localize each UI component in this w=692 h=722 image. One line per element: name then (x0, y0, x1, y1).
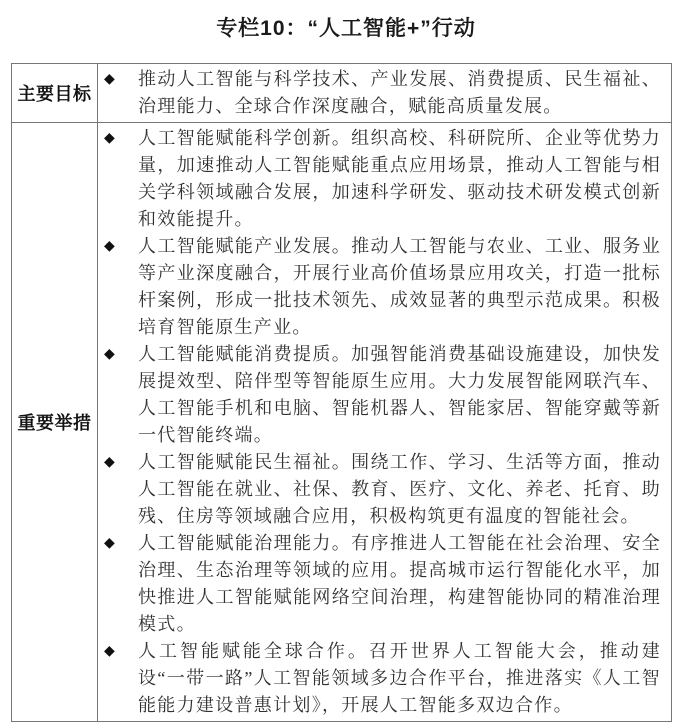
list-item (98, 125, 661, 233)
diamond-bullet-icon: ◆ (104, 644, 115, 659)
diamond-bullet-icon: ◆ (104, 455, 115, 470)
diamond-bullet-icon: ◆ (104, 347, 115, 362)
list-item-text: 人工智能赋能治理能力。有序推进人工智能在社会治理、安全治理、生态治理等领域的应用。提高城市运行智能化水平，加快推进人工智能赋能网络空间治理，构建智能协同的精准治理模式。 (138, 533, 661, 634)
list-item (98, 530, 661, 638)
list-item (98, 449, 661, 530)
list-item-text: 推动人工智能与科学技术、产业发展、消费提质、民生福祉、治理能力、全球合作深度融合，赋能高质量发展。 (138, 69, 661, 116)
diamond-bullet-icon: ◆ (104, 131, 115, 146)
row-label: 主要目标 (12, 64, 98, 123)
row-content (98, 64, 672, 123)
table-body (12, 64, 672, 722)
table-row (12, 64, 672, 123)
list-item (98, 638, 661, 719)
row-label: 重要举措 (12, 123, 98, 722)
row-content (98, 123, 672, 722)
diamond-bullet-icon: ◆ (104, 239, 115, 254)
list-item-text: 人工智能赋能全球合作。召开世界人工智能大会，推动建设“一带一路”人工智能领域多边合作平台，推进落实《人工智能能力建设普惠计划》，开展人工智能多双边合作。 (138, 641, 661, 715)
list-item (98, 66, 661, 120)
table-row (12, 123, 672, 722)
list-item-text: 人工智能赋能民生福祉。围绕工作、学习、生活等方面，推动人工智能在就业、社保、教育、医疗、文化、养老、托育、助残、住房等领域融合应用，积极构筑更有温度的智能社会。 (138, 452, 661, 526)
diamond-bullet-icon: ◆ (104, 536, 115, 551)
list-item (98, 233, 661, 341)
list-item (98, 341, 661, 449)
diamond-bullet-icon: ◆ (104, 72, 115, 87)
list-item-text: 人工智能赋能产业发展。推动人工智能与农业、工业、服务业等产业深度融合，开展行业高价值场景应用攻关，打造一批标杆案例，形成一批技术领先、成效显著的典型示范成果。积极培育智能原生产业。 (138, 236, 661, 337)
page-title: 专栏10：“人工智能+”行动 (216, 17, 476, 40)
list-item-text: 人工智能赋能消费提质。加强智能消费基础设施建设，加快发展提效型、陪伴型等智能原生应用。大力发展智能网联汽车、人工智能手机和电脑、智能机器人、智能家居、智能穿戴等新一代智能终端。 (138, 344, 661, 445)
list-item-text: 人工智能赋能科学创新。组织高校、科研院所、企业等优势力量，加速推动人工智能赋能重点应用场景，推动人工智能与相关学科领域融合发展，加速科学研发、驱动技术研发模式创新和效能提升。 (138, 128, 661, 229)
action-plan-table (11, 63, 672, 722)
